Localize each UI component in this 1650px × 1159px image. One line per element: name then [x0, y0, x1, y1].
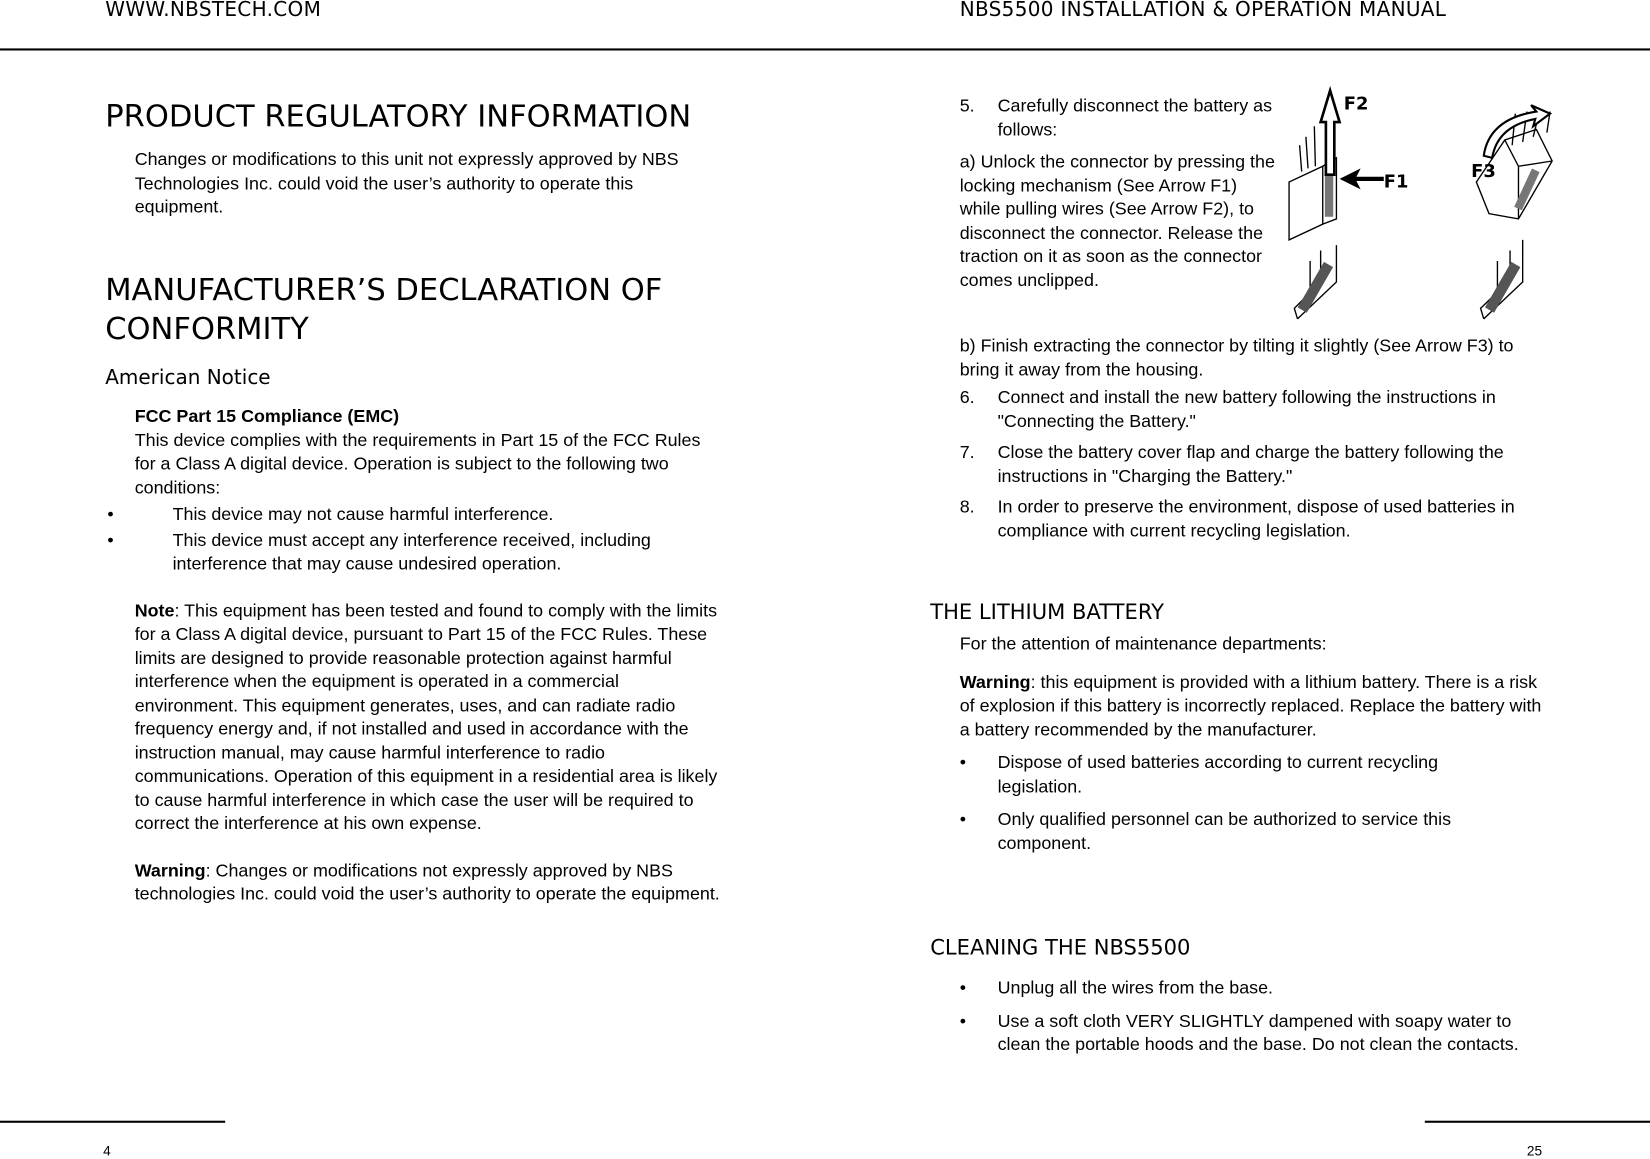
step-text: In order to preserve the environment, dispose of used batteries in compliance with current recycling legislation. [997, 496, 1515, 541]
list-item: • This device must accept any interference received, including interference that may cause undesired operation. [107, 529, 651, 574]
arrow-f3-icon [1484, 105, 1550, 158]
list-item [960, 496, 1539, 543]
step-number: 5. [959, 95, 975, 116]
bullet-text: Unplug all the wires from the base. [997, 977, 1274, 998]
lithium-section [960, 632, 1549, 855]
step-5b: b) Finish extracting the connector by tilting it slightly (See Arrow F3) to bring it away from the housing. [959, 335, 1514, 380]
list-item: • Dispose of used batteries according to current recycling legislation. [959, 752, 1439, 797]
lithium-intro: For the attention of maintenance departments: [959, 633, 1327, 654]
warning-text: : this equipment is provided with a lithium battery. There is a risk of explosion if this battery is incorrectly replaced. Replace the battery with a battery recommended by the manufacturer. [959, 671, 1542, 740]
bullet-text: Use a soft cloth VERY SLIGHTLY dampened with soapy water to clean the portable hoods and the base. Do not clean the contacts. [997, 1010, 1519, 1055]
lithium-warning [960, 671, 1549, 742]
heading-cleaning: CLEANING THE NBS5500 [930, 934, 1191, 960]
list-item: • Unplug all the wires from the base. [959, 977, 1274, 998]
list-item [960, 95, 1276, 142]
fcc-title: FCC Part 15 Compliance (EMC) [134, 406, 400, 427]
bullet-text: This device must accept any interference received, including interference that may cause undesired operation. [172, 529, 651, 574]
step-number: 7. [959, 441, 975, 462]
regulatory-paragraph: Changes or modifications to this unit not expressly approved by NBS Technologies Inc. could void the user’s authority to operate this equipment. [134, 149, 679, 217]
page-number-right: 25 [1526, 1142, 1543, 1159]
step-5 [960, 95, 1276, 293]
step-number: 8. [959, 496, 975, 517]
step-number: 6. [959, 387, 975, 408]
step-text: Carefully disconnect the battery as follows: [997, 95, 1273, 140]
connector-pin-strip [1485, 262, 1520, 313]
list-item [960, 441, 1539, 488]
steps-continued [960, 335, 1539, 543]
list-item: • Use a soft cloth VERY SLIGHTLY dampened with soapy water to clean the portable hoods and the base. Do not clean the contacts. [959, 1010, 1519, 1055]
label-f2: F2 [1343, 93, 1369, 115]
cleaning-section [960, 977, 1528, 1058]
subheading-american-notice: American Notice [105, 366, 271, 390]
list-item: • This device may not cause harmful interference. [107, 504, 554, 525]
fcc-section [107, 405, 724, 906]
warning-text: : Changes or modifications not expressly approved by NBS technologies Inc. could void the user’s authority to operate the equipment. [134, 860, 720, 904]
note-paragraph [135, 599, 724, 836]
page-title-regulatory: PRODUCT REGULATORY INFORMATION [105, 97, 692, 134]
label-f1: F1 [1383, 171, 1409, 193]
header-website: WWW.NBSTECH.COM [105, 0, 322, 22]
footer-rule-right [1425, 1121, 1650, 1123]
bullet-text: This device may not cause harmful interference. [172, 504, 554, 525]
fcc-text: This device complies with the requirements in Part 15 of the FCC Rules for a Class A digital device. Operation is subject to the following two conditions: [134, 429, 701, 498]
warning-paragraph [135, 859, 724, 906]
step-text: Connect and install the new battery following the instructions in "Connecting the Battery." [997, 387, 1496, 431]
page-title-declaration: MANUFACTURER’S DECLARATION OF CONFORMITY [105, 271, 663, 347]
header-manual-title: NBS5500 INSTALLATION & OPERATION MANUAL [959, 0, 1447, 22]
footer-rule-left [0, 1121, 225, 1123]
list-item: • Only qualified personnel can be authorized to service this component. [959, 809, 1452, 853]
page-number-left: 4 [103, 1142, 111, 1159]
label-f3: F3 [1471, 160, 1496, 182]
list-item [960, 386, 1539, 433]
connector-diagram [1279, 82, 1558, 326]
connector-pin-strip [1298, 262, 1333, 313]
bullet-text: Only qualified personnel can be authorized to service this component. [997, 809, 1452, 853]
arrow-f1-icon [1340, 168, 1384, 189]
note-label: Note [134, 600, 175, 621]
note-text: : This equipment has been tested and found to comply with the limits for a Class A digital device, pursuant to Part 15 of the FCC Rules. These limits are designed to provide reasonable protection against harmful interference when the equipment is operated in a commercial environment. This equipment generates, uses, and can radiate radio frequency energy and, if not installed and used in accordance with the instruction manual, may cause harmful interference to radio communications. Operation of this equipment in a residential area is likely to cause harmful interference in which case the user will be required to correct the interference at his own expense. [134, 600, 718, 834]
step-5a: a) Unlock the connector by pressing the locking mechanism (See Arrow F1) while pulling wires (See Arrow F2), to disconnect the connector. Release the traction on it as soon as the connector comes unclipped. [959, 151, 1275, 290]
heading-lithium-battery: THE LITHIUM BATTERY [930, 598, 1164, 625]
bullet-text: Dispose of used batteries according to current recycling legislation. [997, 752, 1439, 797]
warning-label: Warning [959, 671, 1031, 692]
header-rule [0, 48, 1650, 50]
warning-label: Warning [134, 860, 206, 881]
step-text: Close the battery cover flap and charge the battery following the instructions in "Charging the Battery." [997, 441, 1504, 486]
